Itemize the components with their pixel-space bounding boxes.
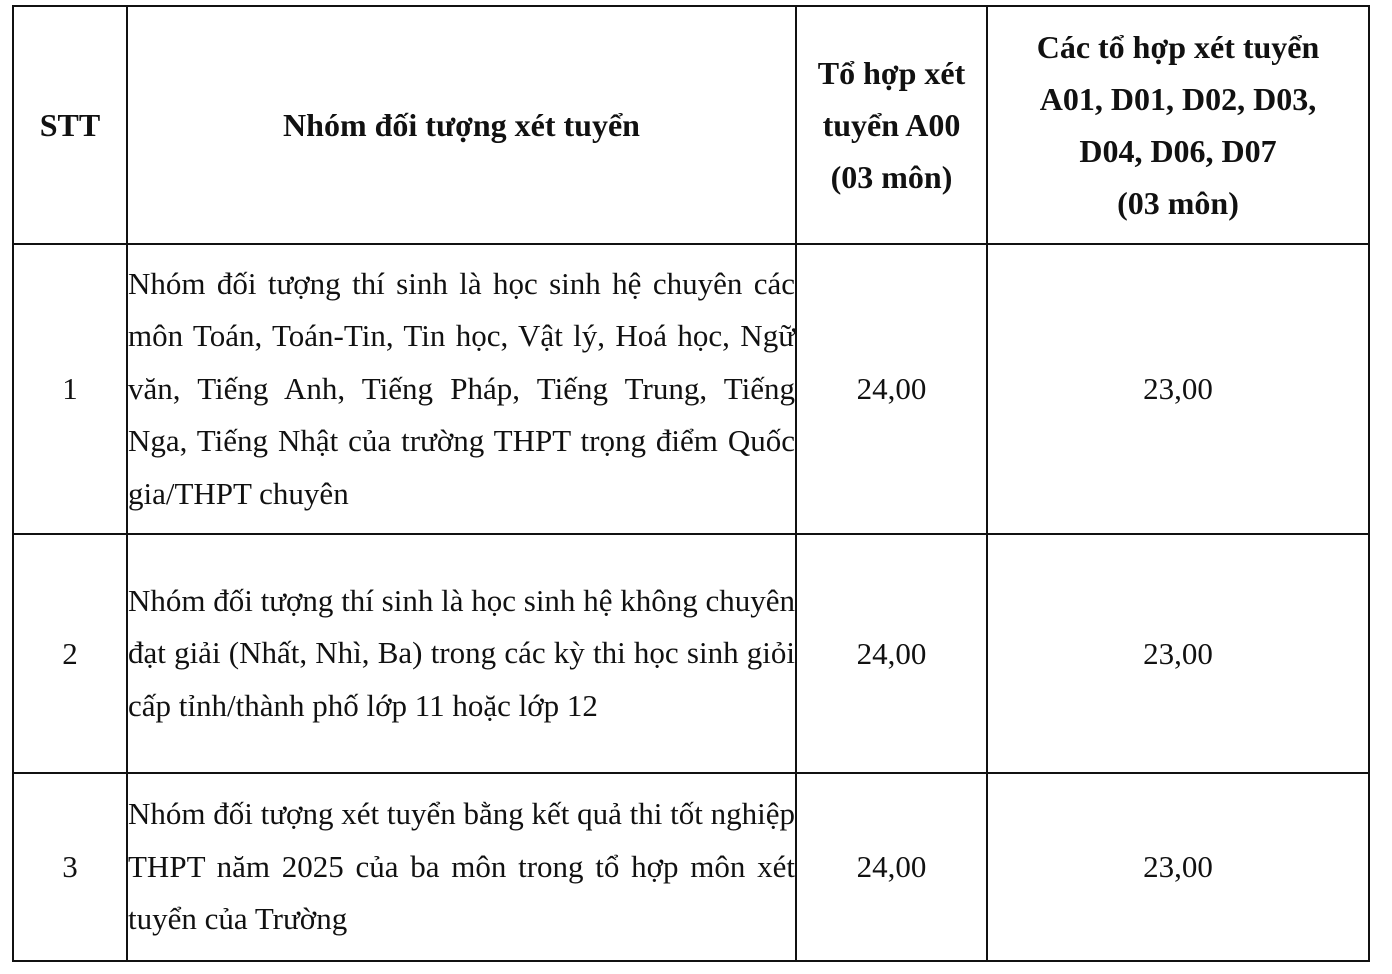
row-other-score: 23,00 (987, 534, 1369, 773)
admission-score-table (12, 5, 1370, 962)
table-row (13, 773, 1369, 961)
header-other-line: A01, D01, D02, D03, (1039, 81, 1317, 117)
header-stt: STT (13, 6, 127, 244)
header-other-combos (987, 6, 1369, 244)
header-a00 (796, 6, 987, 244)
header-a00-line: tuyển A00 (822, 107, 961, 143)
header-other-line: Các tổ hợp xét tuyển (1036, 29, 1320, 65)
table-row (13, 244, 1369, 534)
table-row (13, 534, 1369, 773)
row-stt: 1 (13, 244, 127, 534)
header-group: Nhóm đối tượng xét tuyển (127, 6, 796, 244)
row-group-description: Nhóm đối tượng xét tuyển bằng kết quả thi tốt nghiệp THPT năm 2025 của ba môn trong tổ hợp môn xét tuyển của Trường (127, 773, 796, 961)
row-other-score: 23,00 (987, 773, 1369, 961)
header-other-line: D04, D06, D07 (1079, 133, 1277, 169)
row-other-score: 23,00 (987, 244, 1369, 534)
row-a00-score: 24,00 (796, 244, 987, 534)
row-stt: 2 (13, 534, 127, 773)
row-group-description: Nhóm đối tượng thí sinh là học sinh hệ chuyên các môn Toán, Toán-Tin, Tin học, Vật lý, Hoá học, Ngữ văn, Tiếng Anh, Tiếng Pháp, Tiếng Trung, Tiếng Nga, Tiếng Nhật của trường THPT trọng điểm Quốc gia/THPT chuyên (127, 244, 796, 534)
header-a00-line: Tổ hợp xét (817, 55, 966, 91)
header-a00-line: (03 môn) (830, 159, 953, 195)
row-a00-score: 24,00 (796, 534, 987, 773)
row-a00-score: 24,00 (796, 773, 987, 961)
header-other-line: (03 môn) (1117, 185, 1239, 221)
row-group-description: Nhóm đối tượng thí sinh là học sinh hệ không chuyên đạt giải (Nhất, Nhì, Ba) trong các kỳ thi học sinh giỏi cấp tỉnh/thành phố lớp 11 hoặc lớp 12 (127, 534, 796, 773)
row-stt: 3 (13, 773, 127, 961)
header-row (13, 6, 1369, 244)
